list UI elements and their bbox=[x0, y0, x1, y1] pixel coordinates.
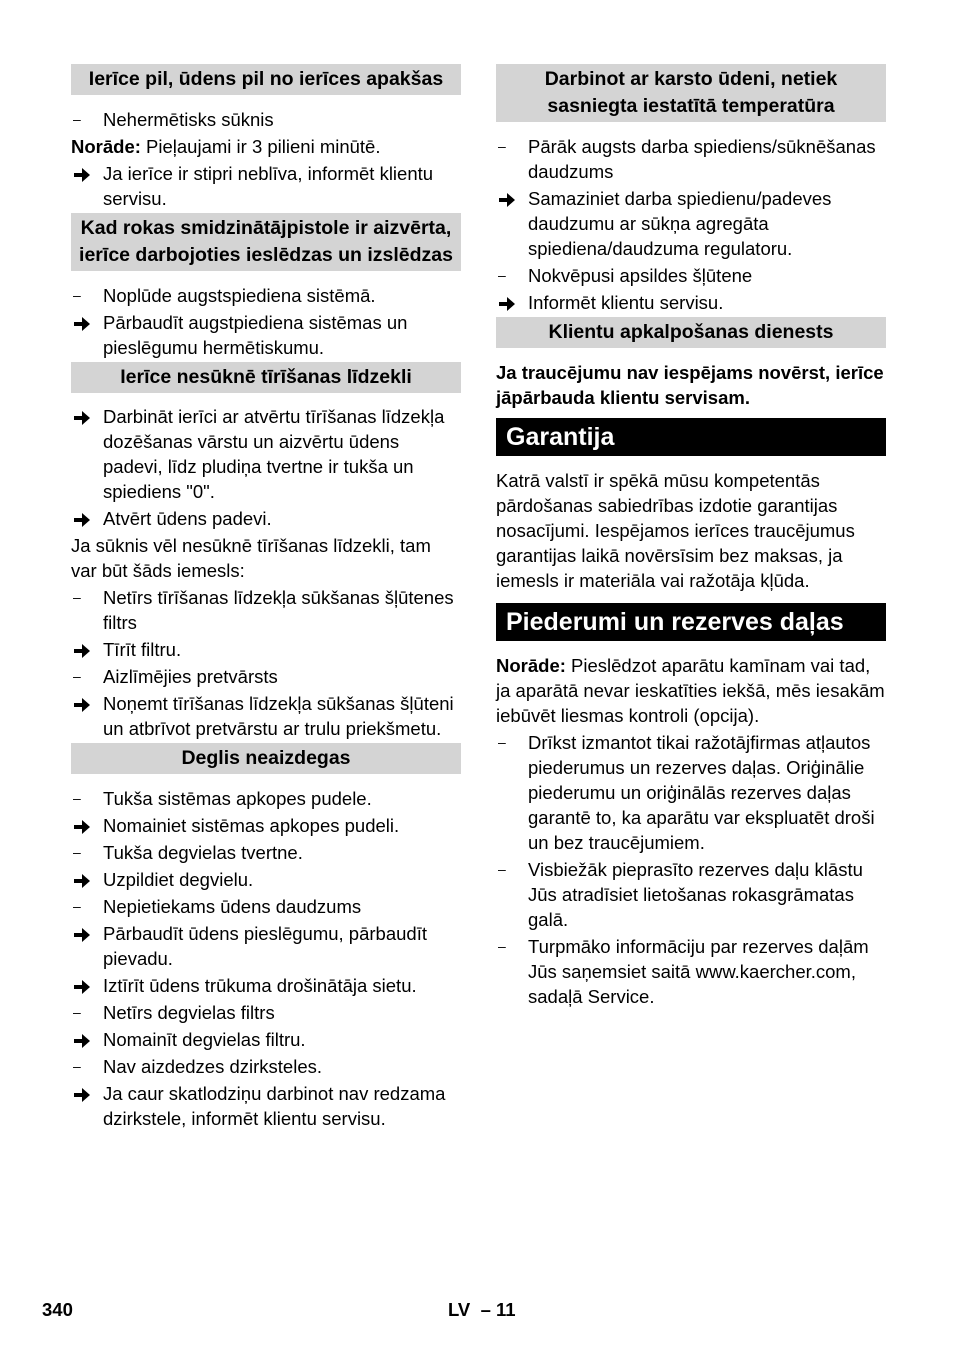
item-text: Netīrs degvielas filtrs bbox=[103, 1002, 275, 1023]
arrow-right-icon bbox=[498, 186, 522, 211]
cause-item bbox=[71, 283, 461, 308]
arrow-right-icon bbox=[73, 867, 97, 892]
right-column bbox=[496, 64, 886, 1011]
footer-separator: – bbox=[480, 1299, 491, 1320]
item-text: Pārbaudīt ūdens pieslēgumu, pārbaudīt pievadu. bbox=[103, 923, 427, 969]
paragraph: Katrā valstī ir spēkā mūsu kompetentās pārdošanas sabiedrības izdotie garantijas nosacījumi. Iespējamos ierīces traucējumus garantijas laikā novērsīsim bez maksas, ja iemesls ir materiāla vai ražotāja kļūda. bbox=[496, 470, 855, 591]
dash-icon: – bbox=[73, 1058, 81, 1074]
remedy-item bbox=[71, 921, 461, 971]
cause-item bbox=[71, 107, 461, 132]
dash-icon: – bbox=[73, 287, 81, 303]
remedy-item bbox=[71, 1027, 461, 1052]
item-text: Turpmāko informāciju par rezerves daļām Jūs saņemsiet saitā www.kaercher.com, sadaļā Service. bbox=[528, 936, 869, 1007]
footer-section: LV bbox=[448, 1299, 471, 1320]
item-text: Pārāk augsts darba spiediens/sūknēšanas daudzums bbox=[528, 136, 876, 182]
note-paragraph bbox=[71, 134, 461, 159]
remedy-item bbox=[71, 1081, 461, 1131]
bold-paragraph: Ja traucējumu nav iespējams novērst, ierīce jāpārbauda klientu servisam. bbox=[496, 362, 884, 408]
item-text: Nokvēpusi apsildes šļūtene bbox=[528, 265, 753, 286]
page-footer-label bbox=[448, 1297, 516, 1322]
item-text: Nepietiekams ūdens daudzums bbox=[103, 896, 362, 917]
dash-icon: – bbox=[498, 861, 506, 877]
item-text: Samaziniet darba spiedienu/padeves daudzumu ar sūkņa agregāta spiediena/daudzuma regulatoru. bbox=[528, 188, 832, 259]
item-text: Informēt klientu servisu. bbox=[528, 292, 724, 313]
cause-item bbox=[496, 263, 886, 288]
arrow-right-icon bbox=[73, 1081, 97, 1106]
item-text: Ja ierīce ir stipri neblīva, informēt klientu servisu. bbox=[103, 163, 434, 209]
arrow-right-icon bbox=[73, 691, 97, 716]
item-text: Netīrs tīrīšanas līdzekļa sūkšanas šļūtenes filtrs bbox=[103, 587, 454, 633]
chapter-heading: Piederumi un rezerves daļas bbox=[496, 603, 886, 641]
footer-local-page: 11 bbox=[496, 1299, 516, 1320]
item-text: Drīkst izmantot tikai ražotājfirmas atļautos piederumus un rezerves daļas. Oriģinālie piederumu un oriģinālās rezerves daļas garantē to, ka aparātu var ekspluatēt droši un bez traucējumiem. bbox=[528, 732, 875, 853]
arrow-right-icon bbox=[73, 973, 97, 998]
chapter-heading: Garantija bbox=[496, 418, 886, 456]
remedy-item bbox=[71, 310, 461, 360]
cause-item bbox=[496, 730, 886, 855]
item-text: Atvērt ūdens padevi. bbox=[103, 508, 272, 529]
left-column bbox=[71, 64, 461, 1133]
arrow-right-icon bbox=[73, 921, 97, 946]
arrow-right-icon bbox=[73, 404, 97, 429]
remedy-item bbox=[71, 973, 461, 998]
item-text: Visbiežāk pieprasīto rezerves daļu klāstu Jūs atradīsiet lietošanas rokasgrāmatas galā. bbox=[528, 859, 863, 930]
item-text: Nomainīt degvielas filtru. bbox=[103, 1029, 306, 1050]
cause-item bbox=[71, 585, 461, 635]
remedy-item bbox=[71, 404, 461, 504]
item-text: Ja caur skatlodziņu darbinot nav redzama dzirkstele, informēt klientu servisu. bbox=[103, 1083, 446, 1129]
arrow-right-icon bbox=[498, 290, 522, 315]
dash-icon: – bbox=[73, 844, 81, 860]
cause-item bbox=[71, 664, 461, 689]
section-heading: Ierīce pil, ūdens pil no ierīces apakšas bbox=[71, 64, 461, 95]
section-heading: Deglis neaizdegas bbox=[71, 743, 461, 774]
section-heading: Klientu apkalpošanas dienests bbox=[496, 317, 886, 348]
dash-icon: – bbox=[73, 790, 81, 806]
item-text: Nomainiet sistēmas apkopes pudeli. bbox=[103, 815, 400, 836]
remedy-item bbox=[496, 290, 886, 315]
dash-icon: – bbox=[73, 1004, 81, 1020]
section-heading: Darbinot ar karsto ūdeni, netiek sasniegta iestatītā temperatūra bbox=[496, 64, 886, 122]
arrow-right-icon bbox=[73, 161, 97, 186]
dash-icon: – bbox=[498, 138, 506, 154]
arrow-right-icon bbox=[73, 310, 97, 335]
note-text: Pieļaujami ir 3 pilieni minūtē. bbox=[140, 136, 381, 157]
remedy-item bbox=[496, 186, 886, 261]
paragraph: Ja sūknis vēl nesūknē tīrīšanas līdzekli, tam var būt šāds iemesls: bbox=[71, 535, 431, 581]
item-text: Noņemt tīrīšanas līdzekļa sūkšanas šļūteni un atbrīvot pretvārstu ar trulu priekšmetu. bbox=[103, 693, 454, 739]
dash-icon: – bbox=[73, 111, 81, 127]
dash-icon: – bbox=[498, 938, 506, 954]
arrow-right-icon bbox=[73, 506, 97, 531]
arrow-right-icon bbox=[73, 813, 97, 838]
cause-item bbox=[496, 857, 886, 932]
remedy-item bbox=[71, 813, 461, 838]
note-label: Norāde: bbox=[496, 655, 566, 676]
item-text: Nehermētisks sūknis bbox=[103, 109, 274, 130]
note-label: Norāde: bbox=[71, 136, 141, 157]
remedy-item bbox=[71, 161, 461, 211]
dash-icon: – bbox=[73, 589, 81, 605]
item-text: Aizlīmējies pretvārsts bbox=[103, 666, 278, 687]
cause-item bbox=[71, 1054, 461, 1079]
arrow-right-icon bbox=[73, 1027, 97, 1052]
cause-item bbox=[71, 1000, 461, 1025]
cause-item bbox=[496, 934, 886, 1009]
section-heading: Kad rokas smidzinātājpistole ir aizvērta, ierīce darbojoties ieslēdzas un izslēdzas bbox=[71, 213, 461, 271]
item-text: Uzpildiet degvielu. bbox=[103, 869, 254, 890]
arrow-right-icon bbox=[73, 637, 97, 662]
dash-icon: – bbox=[498, 267, 506, 283]
item-text: Iztīrīt ūdens trūkuma drošinātāja sietu. bbox=[103, 975, 417, 996]
item-text: Tukša degvielas tvertne. bbox=[103, 842, 303, 863]
cause-item bbox=[71, 840, 461, 865]
note-text: Pieslēdzot aparātu kamīnam vai tad, ja aparātā nevar ieskatīties iekšā, mēs iesakām iebūvēt liesmas kontroli (opcija). bbox=[496, 655, 885, 726]
cause-item bbox=[71, 894, 461, 919]
item-text: Pārbaudīt augstpiediena sistēmas un pieslēgumu hermētiskumu. bbox=[103, 312, 408, 358]
cause-item bbox=[496, 134, 886, 184]
dash-icon: – bbox=[73, 668, 81, 684]
remedy-item bbox=[71, 691, 461, 741]
section-heading: Ierīce nesūknē tīrīšanas līdzekli bbox=[71, 362, 461, 393]
item-text: Tukša sistēmas apkopes pudele. bbox=[103, 788, 372, 809]
remedy-item bbox=[71, 637, 461, 662]
cause-item bbox=[71, 786, 461, 811]
item-text: Darbināt ierīci ar atvērtu tīrīšanas līdzekļa dozēšanas vārstu un aizvērtu ūdens padevi, līdz pludiņa tvertne ir tukša un spiediens "0". bbox=[103, 406, 445, 502]
item-text: Tīrīt filtru. bbox=[103, 639, 182, 660]
item-text: Nav aizdedzes dzirksteles. bbox=[103, 1056, 323, 1077]
note-paragraph bbox=[496, 653, 886, 728]
remedy-item bbox=[71, 506, 461, 531]
item-text: Noplūde augstspiediena sistēmā. bbox=[103, 285, 376, 306]
dash-icon: – bbox=[498, 734, 506, 750]
page-number: 340 bbox=[42, 1299, 73, 1320]
dash-icon: – bbox=[73, 898, 81, 914]
remedy-item bbox=[71, 867, 461, 892]
